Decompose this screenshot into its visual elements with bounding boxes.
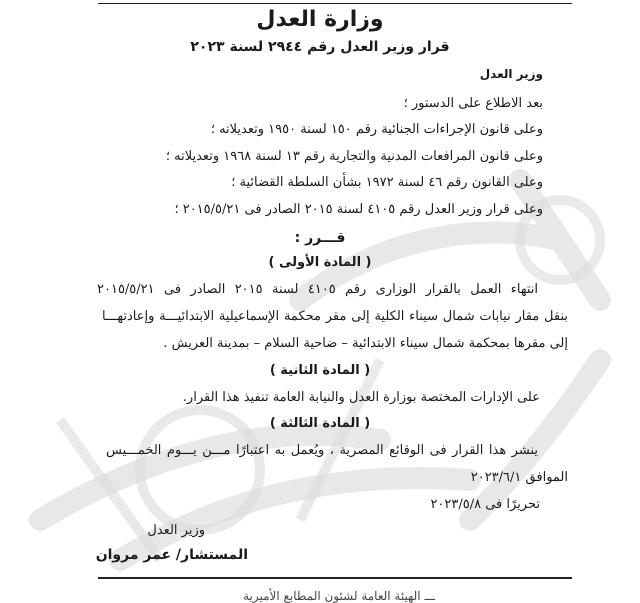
- article-1-heading: ( المادة الأولى ): [268, 255, 372, 270]
- preamble-line: وعلى قانون الإجراءات الجنائية رقم ١٥٠ لسنة ١٩٥٠ وتعديلاته ؛: [210, 122, 543, 137]
- footer-text: ـــ الهيئة العامة لشئون المطابع الأميرية: [243, 589, 435, 603]
- article-3-heading: ( المادة الثالثة ): [269, 416, 371, 431]
- article-1-line: انتهاء العمل بالقرار الوزارى رقم ٤١٠٥ لسنة ٢٠١٥ الصادر فى ٢٠١٥/٥/٢١: [97, 282, 539, 297]
- article-2-line: على الإدارات المختصة بوزارة العدل والنيابة العامة تنفيذ هذا القرار.: [182, 390, 540, 405]
- decree-title: قرار وزير العدل رقم ٢٩٤٤ لسنة ٢٠٢٣: [190, 39, 450, 55]
- preamble-line: وعلى قرار وزير العدل رقم ٤١٠٥ لسنة ٢٠١٥ الصادر فى ٢٠١٥/٥/٢١ ؛: [174, 202, 543, 217]
- preamble-line: بعد الاطلاع على الدستور ؛: [403, 96, 543, 111]
- issuer-label: وزير العدل: [479, 67, 543, 81]
- preamble-line: وعلى القانون رقم ٤٦ لسنة ١٩٧٢ بشأن السلطة القضائية ؛: [231, 175, 543, 190]
- article-1-line: بنقل مقار نيابات شمال سيناء الكلية إلى مقر محكمة الإسماعيلية الابتدائيـــة وإعادتهـــا: [102, 309, 568, 324]
- article-3-line: ينشر هذا القرار فى الوقائع المصرية ، ويُعمل به اعتبارًا مـــن يـــوم الخمـــيس: [106, 443, 538, 458]
- signature-name: المستشار/ عمر مروان: [95, 547, 248, 563]
- decided-heading: قـــرر :: [294, 230, 346, 246]
- preamble-line: وعلى قانون المرافعات المدنية والتجارية رقم ١٣ لسنة ١٩٦٨ وتعديلاته ؛: [165, 149, 543, 164]
- article-2-heading: ( المادة الثانية ): [269, 363, 371, 378]
- issue-date: تحريرًا فى ٢٠٢٣/٥/٨: [430, 497, 540, 512]
- signature-title: وزير العدل: [147, 523, 205, 538]
- article-3-line: الموافق ٢٠٢٣/٦/١: [470, 470, 568, 485]
- article-1-line: إلى مقرها بمحكمة شمال سيناء الابتدائية – ضاحية السلام – بمدينة العريش .: [163, 336, 568, 351]
- ministry-heading: وزارة العدل: [256, 7, 384, 32]
